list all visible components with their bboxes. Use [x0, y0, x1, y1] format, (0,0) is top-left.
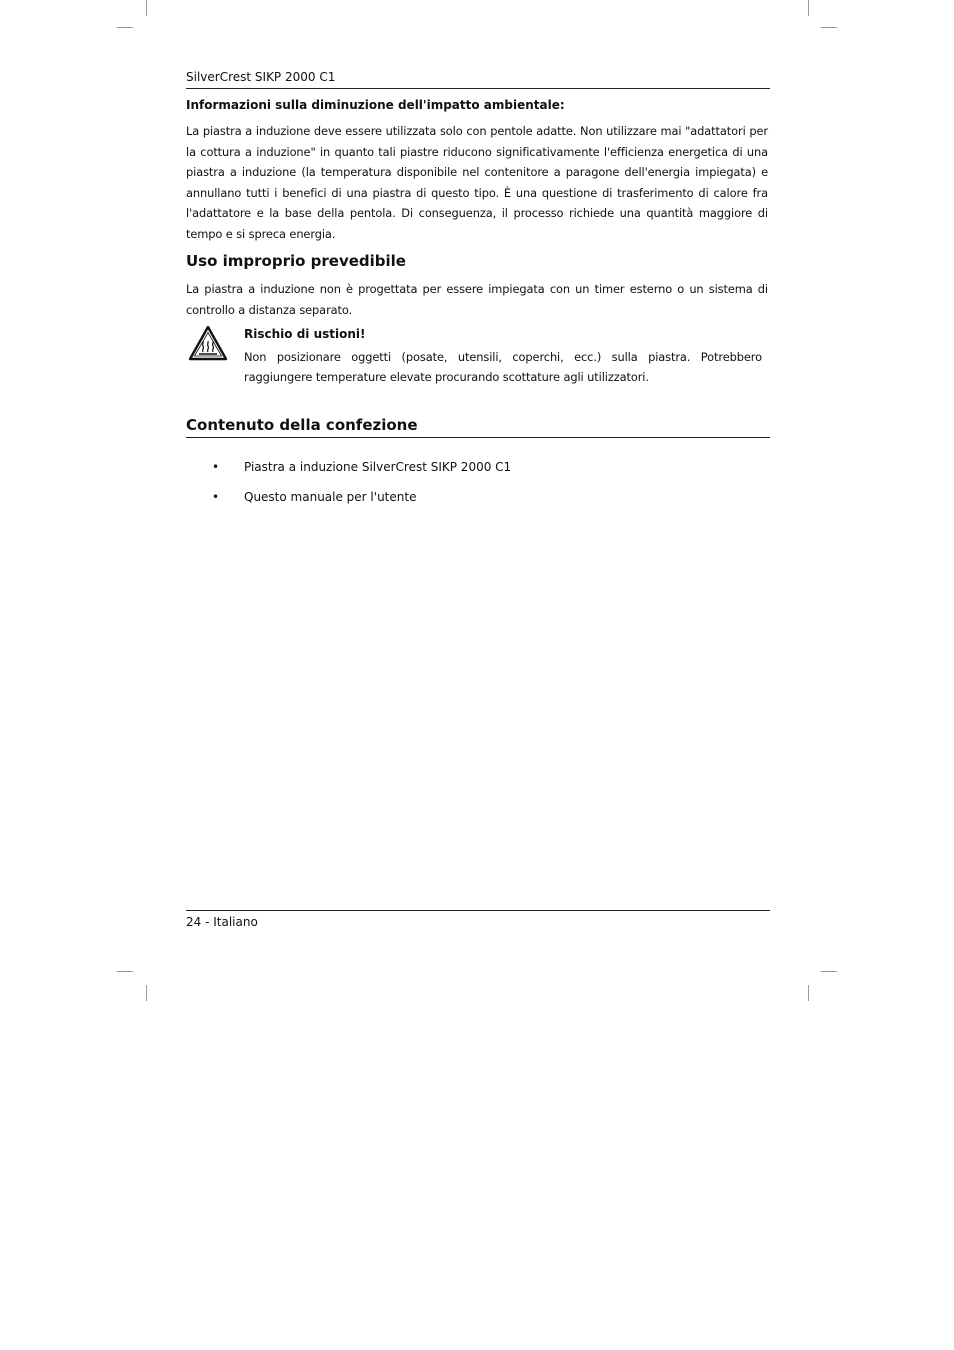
bullet-icon: •: [212, 460, 220, 474]
crop-mark: [146, 985, 147, 1001]
crop-mark: [808, 0, 809, 16]
page-footer: 24 - Italiano: [186, 915, 258, 929]
environment-heading: Informazioni sulla diminuzione dell'impatto ambientale:: [186, 98, 565, 112]
crop-mark: [821, 27, 837, 28]
list-item: [186, 487, 770, 517]
list-item: [186, 457, 770, 487]
misuse-paragraph: La piastra a induzione non è progettata per essere impiegata con un timer esterno o un sistema di controllo a distanza separato.: [186, 282, 768, 317]
warning-text: Non posizionare oggetti (posate, utensili, coperchi, ecc.) sulla piastra. Potrebbero raggiungere temperature elevate procurando scottature agli utilizzatori.: [244, 350, 762, 384]
package-contents-list: [186, 457, 770, 517]
hot-surface-warning-icon: [188, 325, 228, 361]
footer-divider: [186, 910, 770, 911]
list-item-text: Questo manuale per l'utente: [244, 490, 417, 504]
crop-mark: [117, 27, 133, 28]
running-header: SilverCrest SIKP 2000 C1: [186, 70, 336, 84]
crop-mark: [117, 971, 133, 972]
warning-title: Rischio di ustioni!: [244, 327, 366, 341]
header-divider: [186, 88, 770, 89]
misuse-heading: Uso improprio prevedibile: [186, 252, 406, 270]
crop-mark: [808, 985, 809, 1001]
contents-heading: Contenuto della confezione: [186, 416, 418, 434]
section-divider: [186, 437, 770, 438]
bullet-icon: •: [212, 490, 220, 504]
crop-mark: [821, 971, 837, 972]
crop-mark: [146, 0, 147, 16]
environment-paragraph: La piastra a induzione deve essere utilizzata solo con pentole adatte. Non utilizzare mai "adattatori per la cottura a induzione" in quanto tali piastre riducono significativamente l'efficienza energetica di una piastra a induzione (la temperatura disponibile nel contenitore a paragone dell'energia impiegata) e annullano tutti i benefici di una piastra di questo tipo. È una questione di trasferimento di calore fra l'adattatore e la base della pentola. Di conseguenza, il processo richiede una quantità maggiore di tempo e si spreca energia.: [186, 124, 768, 241]
burn-warning: [244, 324, 762, 387]
list-item-text: Piastra a induzione SilverCrest SIKP 2000 C1: [244, 460, 512, 474]
